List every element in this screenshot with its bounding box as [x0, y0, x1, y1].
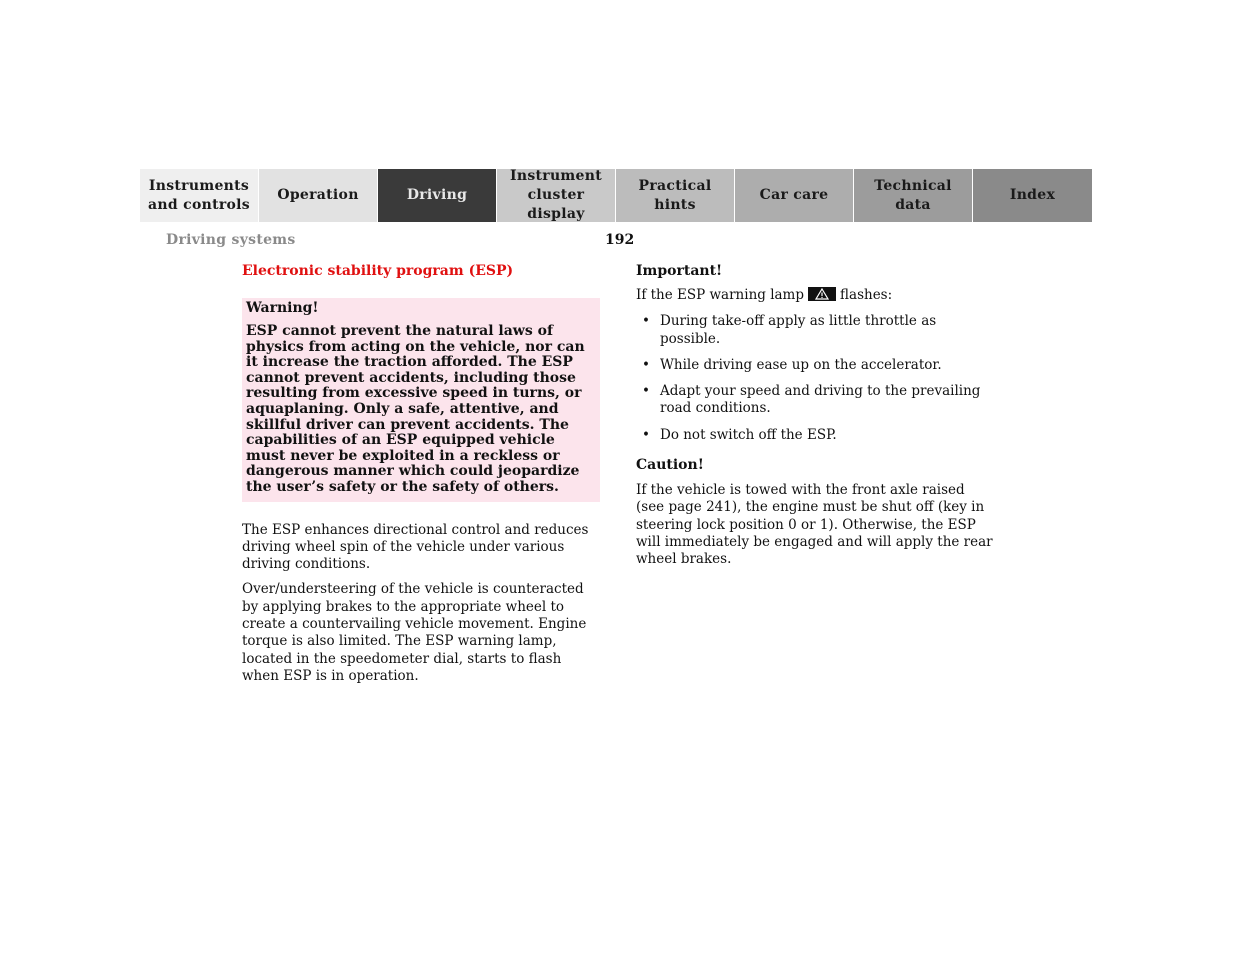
warning-triangle-icon	[808, 287, 836, 301]
tab-label: Instruments and controls	[148, 177, 250, 213]
tab-index[interactable]	[973, 169, 1092, 222]
chapter-nav	[140, 169, 1095, 222]
tab-technical-data[interactable]	[854, 169, 973, 222]
paragraph: The ESP enhances directional control and reduces driving wheel spin of the vehicle under various driving conditions.	[242, 521, 589, 573]
tab-operation[interactable]	[259, 169, 378, 222]
important-intro-before: If the ESP warning lamp	[636, 287, 805, 303]
tab-label: Instrument cluster display	[510, 168, 602, 222]
tab-driving[interactable]	[378, 169, 497, 222]
page-heading: Electronic stability program (ESP)	[242, 263, 514, 279]
warning-title: Warning!	[246, 300, 319, 316]
important-list	[636, 313, 996, 444]
left-column	[242, 263, 600, 693]
list-item	[636, 383, 996, 418]
tab-label: Practical hints	[638, 177, 712, 213]
warning-body: ESP cannot prevent the natural laws of physics from acting on the vehicle, nor can it increase the traction afforded. The ESP cannot prevent accidents, including those resulting from excessive speed in turns, or aquaplaning. Only a safe, attentive, and skillful driver can prevent accidents. The capabilities of an ESP equipped vehicle must never be exploited in a reckless or dangerous manner which could jeopardize the user’s safety or the safety of others.	[246, 323, 585, 495]
tab-instruments-and-controls[interactable]	[140, 169, 259, 222]
list-item-text: During take-off apply as little throttle as possible.	[660, 313, 937, 347]
warning-box	[242, 298, 600, 502]
tab-label: Operation	[277, 187, 359, 203]
bullet-icon: •	[642, 383, 650, 400]
list-item	[636, 313, 996, 348]
right-column	[636, 263, 996, 577]
tab-label: Driving	[406, 187, 468, 203]
list-item-text: Do not switch off the ESP.	[660, 426, 837, 443]
bullet-icon: •	[642, 426, 650, 443]
section-title: Driving systems	[166, 232, 296, 248]
tab-label: Technical data	[874, 177, 952, 213]
important-title: Important!	[636, 263, 723, 279]
important-intro-after: flashes:	[840, 287, 893, 303]
list-item-text: Adapt your speed and driving to the prevailing road conditions.	[660, 383, 981, 417]
tab-car-care[interactable]	[735, 169, 854, 222]
tab-label: Index	[1009, 187, 1056, 203]
list-item	[636, 357, 996, 374]
page-number: 192	[605, 232, 635, 248]
caution-body: If the vehicle is towed with the front axle raised (see page 241), the engine must be shut off (key in steering lock position 0 or 1). Otherwise, the ESP will immediately be engaged and will apply the rear wheel brakes.	[636, 482, 993, 568]
caution-title: Caution!	[636, 457, 704, 474]
tab-practical-hints[interactable]	[616, 169, 735, 222]
list-item	[636, 427, 996, 444]
important-intro	[636, 287, 996, 304]
tab-instrument-cluster-display[interactable]	[497, 169, 616, 222]
list-item-text: While driving ease up on the accelerator.	[660, 356, 942, 373]
bullet-icon: •	[642, 313, 650, 330]
bullet-icon: •	[642, 356, 650, 373]
tab-label: Car care	[759, 187, 829, 203]
paragraph: Over/understeering of the vehicle is counteracted by applying brakes to the appropriate wheel to create a countervailing vehicle movement. Engine torque is also limited. The ESP warning lamp, located in the speedometer dial, starts to flash when ESP is in operation.	[242, 581, 587, 684]
